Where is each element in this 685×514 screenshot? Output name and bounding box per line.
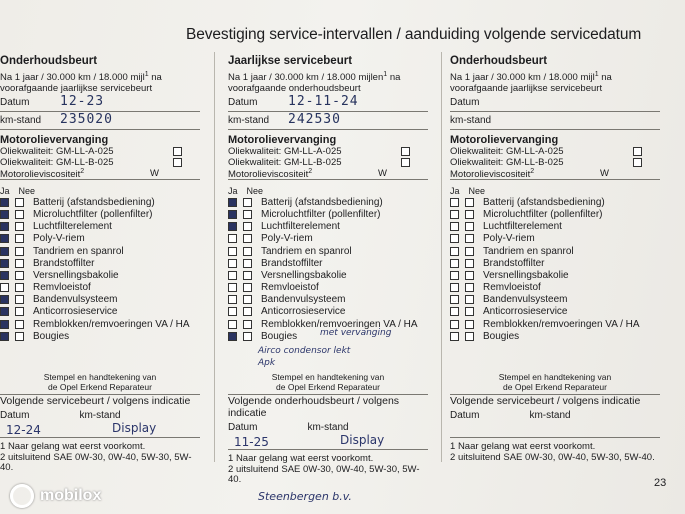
ja-checkbox[interactable] (0, 320, 9, 329)
page-title: Bevestiging service-intervallen / aanduiding volgende servicedatum (186, 26, 642, 43)
ja-checkbox[interactable] (450, 198, 459, 207)
checklist-item: Microluchtfilter (pollenfilter) (228, 208, 428, 220)
notes-area (0, 342, 200, 372)
nee-checkbox[interactable] (243, 210, 252, 219)
checklist-item: Poly-V-riem (450, 233, 660, 245)
ja-checkbox[interactable] (0, 259, 9, 268)
checklist-item: Versnellingsbakolie (450, 269, 660, 281)
notes-area (450, 342, 660, 372)
next-service-label: Volgende servicebeurt / volgens indicatie (450, 394, 660, 407)
nee-checkbox[interactable] (465, 295, 474, 304)
ja-checkbox[interactable] (450, 320, 459, 329)
checklist-item: Remblokken/remvoeringen VA / HA (0, 318, 200, 330)
checklist-item: Microluchtfilter (pollenfilter) (450, 208, 660, 220)
watermark-text: mobilox (40, 487, 102, 504)
nee-checkbox[interactable] (465, 222, 474, 231)
next-km-handwritten: Display (112, 421, 157, 436)
ja-checkbox[interactable] (228, 320, 237, 329)
oil-b-checkbox[interactable] (173, 158, 182, 167)
nee-checkbox[interactable] (465, 332, 474, 341)
viscosity-field[interactable]: Motorolieviscositeit$^2$ W (0, 168, 200, 180)
ja-checkbox[interactable] (228, 222, 237, 231)
nee-checkbox[interactable] (243, 295, 252, 304)
nee-checkbox[interactable] (465, 320, 474, 329)
nee-checkbox[interactable] (243, 320, 252, 329)
nee-checkbox[interactable] (465, 307, 474, 316)
nee-checkbox[interactable] (465, 210, 474, 219)
oil-a-checkbox[interactable] (173, 147, 182, 156)
ja-checkbox[interactable] (0, 332, 9, 341)
nee-checkbox[interactable] (15, 198, 24, 207)
ja-checkbox[interactable] (450, 332, 459, 341)
ja-checkbox[interactable] (450, 295, 459, 304)
ja-checkbox[interactable] (228, 259, 237, 268)
nee-checkbox[interactable] (465, 259, 474, 268)
interval-text: Na 1 jaar / 30.000 km / 18.000 mijl$^1$ na voorafgaande jaarlijkse servicebeurt (0, 71, 162, 94)
oil-quality-a: Oliekwaliteit: GM-LL-A-025 (450, 146, 660, 157)
next-service-label: Volgende onderhoudsbeurt / volgens indicatie (228, 394, 428, 419)
ja-checkbox[interactable] (228, 247, 237, 256)
checklist-item: Bandenvulsysteem (0, 294, 200, 306)
ja-checkbox[interactable] (228, 210, 237, 219)
nee-checkbox[interactable] (243, 283, 252, 292)
ja-checkbox[interactable] (0, 283, 9, 292)
km-field[interactable]: km-stand 235020 (0, 115, 200, 130)
next-service-label: Volgende servicebeurt / volgens indicatie (0, 394, 200, 407)
nee-checkbox[interactable] (243, 271, 252, 280)
next-service-fields: Datum km-stand (450, 410, 571, 422)
nee-checkbox[interactable] (15, 307, 24, 316)
checklist-item: Poly-V-riem (228, 233, 428, 245)
km-handwritten: 235020 (60, 112, 113, 128)
datum-handwritten: 12-23 (60, 94, 105, 110)
nee-checkbox[interactable] (15, 247, 24, 256)
ja-nee-header: Ja Nee (450, 186, 486, 197)
ja-checkbox[interactable] (450, 259, 459, 268)
next-service-values[interactable] (0, 421, 200, 438)
checklist-item: Bougies (450, 330, 660, 342)
ja-checkbox[interactable] (228, 198, 237, 207)
nee-checkbox[interactable] (465, 247, 474, 256)
nee-checkbox[interactable] (15, 320, 24, 329)
ja-checkbox[interactable] (450, 307, 459, 316)
stamp-label: Stempel en handtekening van de Opel Erkend Reparateur (43, 372, 157, 393)
handwritten-note: Airco condensor lekt (258, 346, 351, 357)
ja-checkbox[interactable] (228, 295, 237, 304)
datum-handwritten: 12-11-24 (288, 94, 359, 110)
next-service-fields: Datum km-stand (0, 410, 121, 422)
oil-quality-a: Oliekwaliteit: GM-LL-A-025 (228, 146, 428, 157)
page-number: 23 (654, 477, 667, 489)
viscosity-field[interactable]: Motorolieviscositeit$^2$ W (228, 168, 428, 180)
ja-checkbox[interactable] (450, 283, 459, 292)
handwritten-note: Apk (258, 358, 276, 369)
checklist-item: Poly-V-riem (0, 233, 200, 245)
oil-b-checkbox[interactable] (401, 158, 410, 167)
checklist-item: Brandstoffilter (450, 257, 660, 269)
nee-checkbox[interactable] (465, 198, 474, 207)
checklist-item: Remvloeistof (0, 281, 200, 293)
ja-checkbox[interactable] (228, 283, 237, 292)
next-datum-handwritten: 11-25 (234, 435, 269, 450)
km-field[interactable]: km-stand (450, 115, 660, 130)
checklist-item: Remvloeistof (228, 281, 428, 293)
next-service-values[interactable] (228, 433, 428, 450)
checklist-item: Tandriem en spanrol (450, 245, 660, 257)
signature: Steenbergen b.v. (258, 489, 352, 503)
checklist-item: Versnellingsbakolie (0, 269, 200, 281)
ja-nee-header: Ja Nee (0, 186, 36, 197)
nee-checkbox[interactable] (243, 247, 252, 256)
next-service-fields: Datum km-stand (228, 422, 349, 434)
next-service-values[interactable] (450, 421, 660, 438)
checklist-item: Batterij (afstandsbediening) (450, 196, 660, 208)
ja-checkbox[interactable] (450, 247, 459, 256)
datum-field[interactable]: Datum 12-11-24 (228, 97, 428, 112)
ja-checkbox[interactable] (450, 271, 459, 280)
checklist-item: Versnellingsbakolie (228, 269, 428, 281)
oil-quality-a: Oliekwaliteit: GM-LL-A-025 (0, 146, 200, 157)
ja-checkbox[interactable] (0, 247, 9, 256)
oil-quality-b: Oliekwaliteit: GM-LL-B-025 (450, 157, 660, 168)
footnotes: 1 Naar gelang wat eerst voorkomt. 2 uitsluitend SAE 0W-30, 0W-40, 5W-30, 5W-40. (450, 441, 655, 463)
checklist-item: Bougies (228, 330, 428, 342)
nee-checkbox[interactable] (465, 234, 474, 243)
checklist-item: Luchtfilterelement (450, 221, 660, 233)
footnotes: 1 Naar gelang wat eerst voorkomt. 2 uitsluitend SAE 0W-30, 0W-40, 5W-30, 5W-40. (0, 441, 192, 474)
oil-a-checkbox[interactable] (633, 147, 642, 156)
service-column-2 (228, 55, 428, 503)
nee-checkbox[interactable] (15, 222, 24, 231)
ja-checkbox[interactable] (450, 222, 459, 231)
next-km-handwritten: Display (340, 433, 385, 448)
ja-checkbox[interactable] (0, 271, 9, 280)
checklist-item: Bandenvulsysteem (450, 294, 660, 306)
nee-checkbox[interactable] (465, 283, 474, 292)
ja-checkbox[interactable] (0, 210, 9, 219)
ja-checkbox[interactable] (228, 234, 237, 243)
oil-b-checkbox[interactable] (633, 158, 642, 167)
ja-checkbox[interactable] (228, 307, 237, 316)
motor-oil-heading: Motorolievervanging (450, 134, 559, 147)
nee-checkbox[interactable] (15, 259, 24, 268)
nee-checkbox[interactable] (15, 234, 24, 243)
nee-checkbox[interactable] (15, 210, 24, 219)
column-header: Onderhoudsbeurt (0, 55, 98, 67)
km-handwritten: 242530 (288, 112, 341, 128)
interval-text: Na 1 jaar / 30.000 km / 18.000 mijlen$^1$ na voorafgaande onderhoudsbeurt (228, 71, 401, 94)
oil-quality-b: Oliekwaliteit: GM-LL-B-025 (0, 157, 200, 168)
next-datum-handwritten: 12-24 (6, 423, 41, 438)
checklist-item: Tandriem en spanrol (228, 245, 428, 257)
datum-field[interactable]: Datum (450, 97, 660, 112)
checklist-item: Anticorrosieservice (228, 306, 428, 318)
nee-checkbox[interactable] (465, 271, 474, 280)
checklist-item: Batterij (afstandsbediening) (228, 196, 428, 208)
checklist-item: Luchtfilterelement (228, 221, 428, 233)
checklist-item: Tandriem en spanrol (0, 245, 200, 257)
nee-checkbox[interactable] (243, 259, 252, 268)
service-column-3 (450, 55, 660, 463)
nee-checkbox[interactable] (15, 271, 24, 280)
motor-oil-heading: Motorolievervanging (0, 134, 109, 147)
column-divider (441, 52, 442, 462)
checklist-item: Bandenvulsysteem (228, 294, 428, 306)
nee-checkbox[interactable] (15, 283, 24, 292)
checklist-item: Brandstoffilter (0, 257, 200, 269)
checklist-item: Bougies (0, 330, 200, 342)
stamp-label: Stempel en handtekening van de Opel Erkend Reparateur (271, 372, 385, 393)
handwritten-note: met vervanging (320, 328, 392, 339)
ja-checkbox[interactable] (450, 210, 459, 219)
oil-quality-b: Oliekwaliteit: GM-LL-B-025 (228, 157, 428, 168)
checklist-item: Remblokken/remvoeringen VA / HA (228, 318, 428, 330)
datum-field[interactable]: Datum 12-23 (0, 97, 200, 112)
stamp-label: Stempel en handtekening van de Opel Erkend Reparateur (498, 372, 612, 393)
checklist-item: Brandstoffilter (228, 257, 428, 269)
nee-checkbox[interactable] (243, 332, 252, 341)
mobilox-watermark (10, 484, 101, 508)
nee-checkbox[interactable] (15, 295, 24, 304)
checklist-item: Anticorrosieservice (450, 306, 660, 318)
checklist-item: Microluchtfilter (pollenfilter) (0, 208, 200, 220)
nee-checkbox[interactable] (15, 332, 24, 341)
column-header: Jaarlijkse servicebeurt (228, 55, 353, 67)
nee-checkbox[interactable] (243, 234, 252, 243)
ja-checkbox[interactable] (228, 332, 237, 341)
checklist-item: Remblokken/remvoeringen VA / HA (450, 318, 660, 330)
km-field[interactable]: km-stand 242530 (228, 115, 428, 130)
ja-nee-header: Ja Nee (228, 186, 264, 197)
ja-checkbox[interactable] (0, 234, 9, 243)
ja-checkbox[interactable] (0, 222, 9, 231)
checklist-item: Luchtfilterelement (0, 221, 200, 233)
ja-checkbox[interactable] (0, 307, 9, 316)
nee-checkbox[interactable] (243, 198, 252, 207)
ja-checkbox[interactable] (228, 271, 237, 280)
column-divider (214, 52, 215, 462)
nee-checkbox[interactable] (243, 222, 252, 231)
ja-checkbox[interactable] (0, 198, 9, 207)
checklist-item: Remvloeistof (450, 281, 660, 293)
viscosity-field[interactable]: Motorolieviscositeit$^2$ W (450, 168, 660, 180)
ja-checkbox[interactable] (450, 234, 459, 243)
column-header: Onderhoudsbeurt (450, 55, 548, 67)
mobilox-logo-icon (10, 484, 34, 508)
ja-checkbox[interactable] (0, 295, 9, 304)
footnotes: 1 Naar gelang wat eerst voorkomt. 2 uitsluitend SAE 0W-30, 0W-40, 5W-30, 5W-40. (228, 453, 420, 486)
checklist-item: Anticorrosieservice (0, 306, 200, 318)
checklist-item: Batterij (afstandsbediening) (0, 196, 200, 208)
nee-checkbox[interactable] (243, 307, 252, 316)
motor-oil-heading: Motorolievervanging (228, 134, 337, 147)
oil-a-checkbox[interactable] (401, 147, 410, 156)
interval-text: Na 1 jaar / 30.000 km / 18.000 mijl$^1$ na voorafgaande jaarlijkse servicebeurt (450, 71, 612, 94)
service-column-1 (0, 55, 200, 474)
